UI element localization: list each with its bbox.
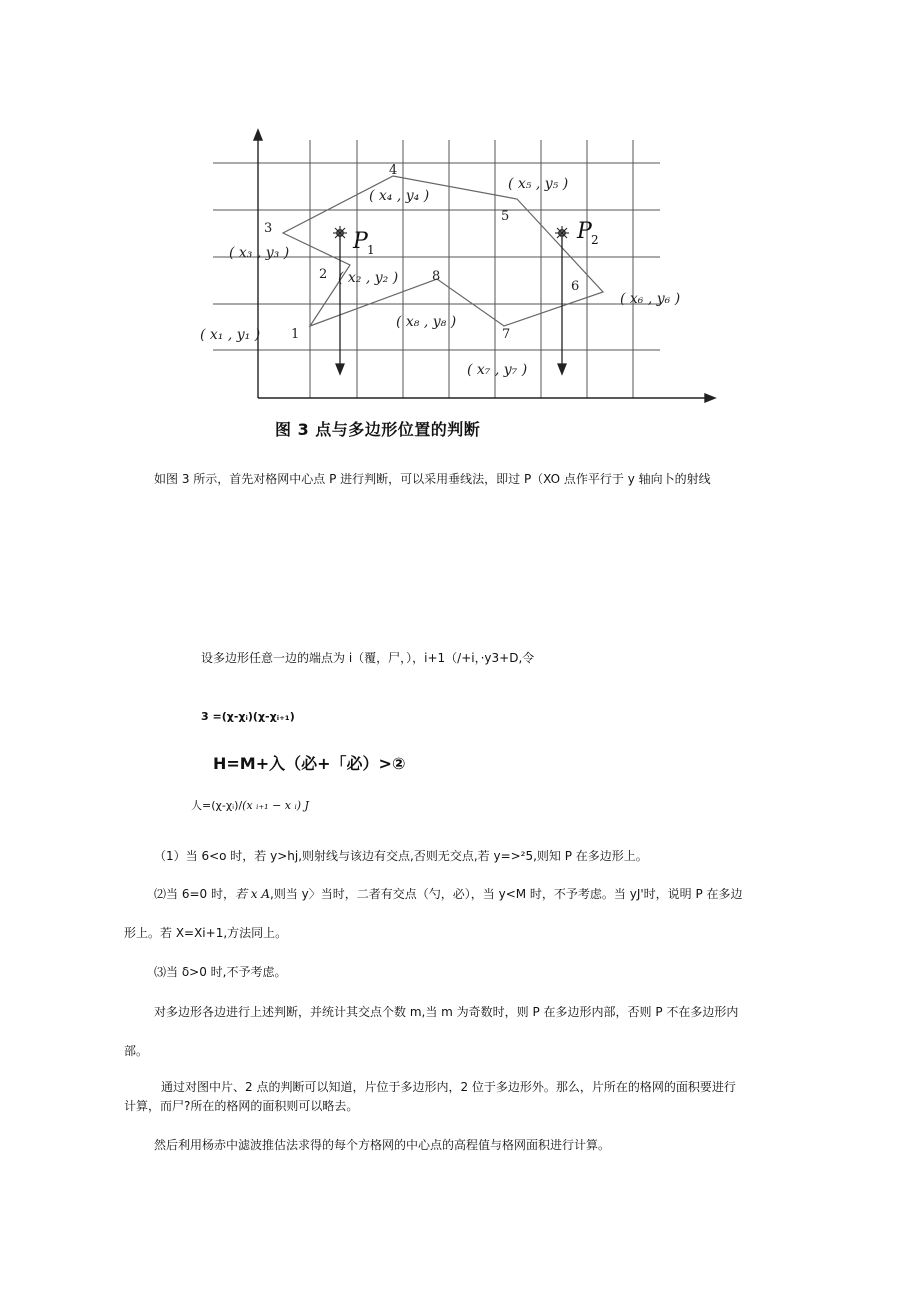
result-line-1: 通过对图中片、2 点的判断可以知道，片位于多边形内，2 位于多边形外。那么，片所在的格网的面积要进行	[161, 1080, 736, 1094]
ray-p2-arrow	[558, 364, 566, 374]
vertex-number-7: 7	[502, 327, 511, 342]
case-1: （1）当 6<o 时，若 y>hj,则射线与该边有交点,否则无交点,若 y=>²5,则知 P 在多边形上。	[154, 849, 648, 863]
case-2-start: ⑵当 6=0 时，	[154, 887, 235, 901]
paragraph-intro: 如图 3 所示，首先对格网中心点 P 进行判断，可以采用垂线法，即过 P（XO 点作平行于 y 轴向卜的射线	[154, 472, 711, 486]
p2-subscript: 2	[591, 233, 599, 247]
polygon-position-figure	[195, 120, 725, 415]
x-axis-arrow	[705, 394, 715, 402]
case-3: ⑶当 δ>0 时,不予考虑。	[154, 965, 287, 979]
result-line-2: 计算，而尸?所在的格网的面积则可以略去。	[124, 1099, 359, 1113]
p2-label: P	[577, 219, 592, 244]
p1-label: P	[353, 229, 368, 254]
coord-label-2: ( x₂ , y₂ )	[338, 270, 399, 286]
vertex-number-5: 5	[501, 209, 510, 224]
vertex-number-6: 6	[571, 279, 580, 294]
case-2-rest: ,则当 y〉当时，二者有交点（勺，必），当 y<M 时，不予考虑。当 yJ'时，说明 P 在多边	[270, 887, 743, 901]
summary-line-2: 部。	[124, 1044, 149, 1058]
figure-caption: 图 3 点与多边形位置的判断	[275, 420, 481, 439]
vertex-number-2: 2	[319, 267, 328, 282]
rays	[336, 237, 566, 374]
formula-lambda	[191, 797, 309, 813]
case-2-continued: 形上。若 X=Xi+1,方法同上。	[124, 926, 288, 940]
summary-line-1: 对多边形各边进行上述判断，并统计其交点个数 m,当 m 为奇数时，则 P 在多边形内部，否则 P 不在多边形内	[154, 1005, 739, 1019]
coord-label-1: ( x₁ , y₁ )	[200, 327, 261, 343]
coord-label-5: ( x₅ , y₅ )	[508, 176, 569, 192]
vertex-number-1: 1	[291, 327, 300, 342]
final-paragraph: 然后利用杨赤中滤波推估法求得的每个方格网的中心点的高程值与格网面积进行计算。	[154, 1138, 611, 1152]
coord-label-4: ( x₄ , y₄ )	[369, 188, 430, 204]
coord-label-7: ( x₇ , y₇ )	[467, 362, 528, 378]
p1-subscript: 1	[367, 243, 375, 257]
ray-p1-arrow	[336, 364, 344, 374]
case-2-condition: 若 x A	[234, 887, 271, 901]
coord-label-8: ( x₈ , y₈ )	[396, 314, 457, 330]
formula-h: H=M+入（必+「必）>②	[213, 754, 406, 773]
vertex-number-4: 4	[389, 163, 398, 178]
formula-delta: 3 =(χ-χᵢ)(χ-χᵢ₊₁)	[201, 710, 295, 723]
paragraph-edge-definition: 设多边形任意一边的端点为 i（覆，尸，），i+1（/+i，·y3+D,令	[201, 651, 535, 665]
formula-lambda-left: 人=(χ-χᵢ)/	[191, 799, 243, 812]
case-2	[154, 886, 743, 902]
coord-label-3: ( x₃ , y₃ )	[229, 245, 290, 261]
point-p1	[333, 226, 375, 257]
coord-label-6: ( x₆ , y₆ )	[620, 291, 681, 307]
y-axis-arrow	[254, 130, 262, 140]
formula-lambda-right: (x ᵢ₊₁ − x ᵢ) J	[242, 799, 309, 812]
vertex-number-3: 3	[264, 221, 273, 236]
vertex-number-8: 8	[432, 269, 441, 284]
